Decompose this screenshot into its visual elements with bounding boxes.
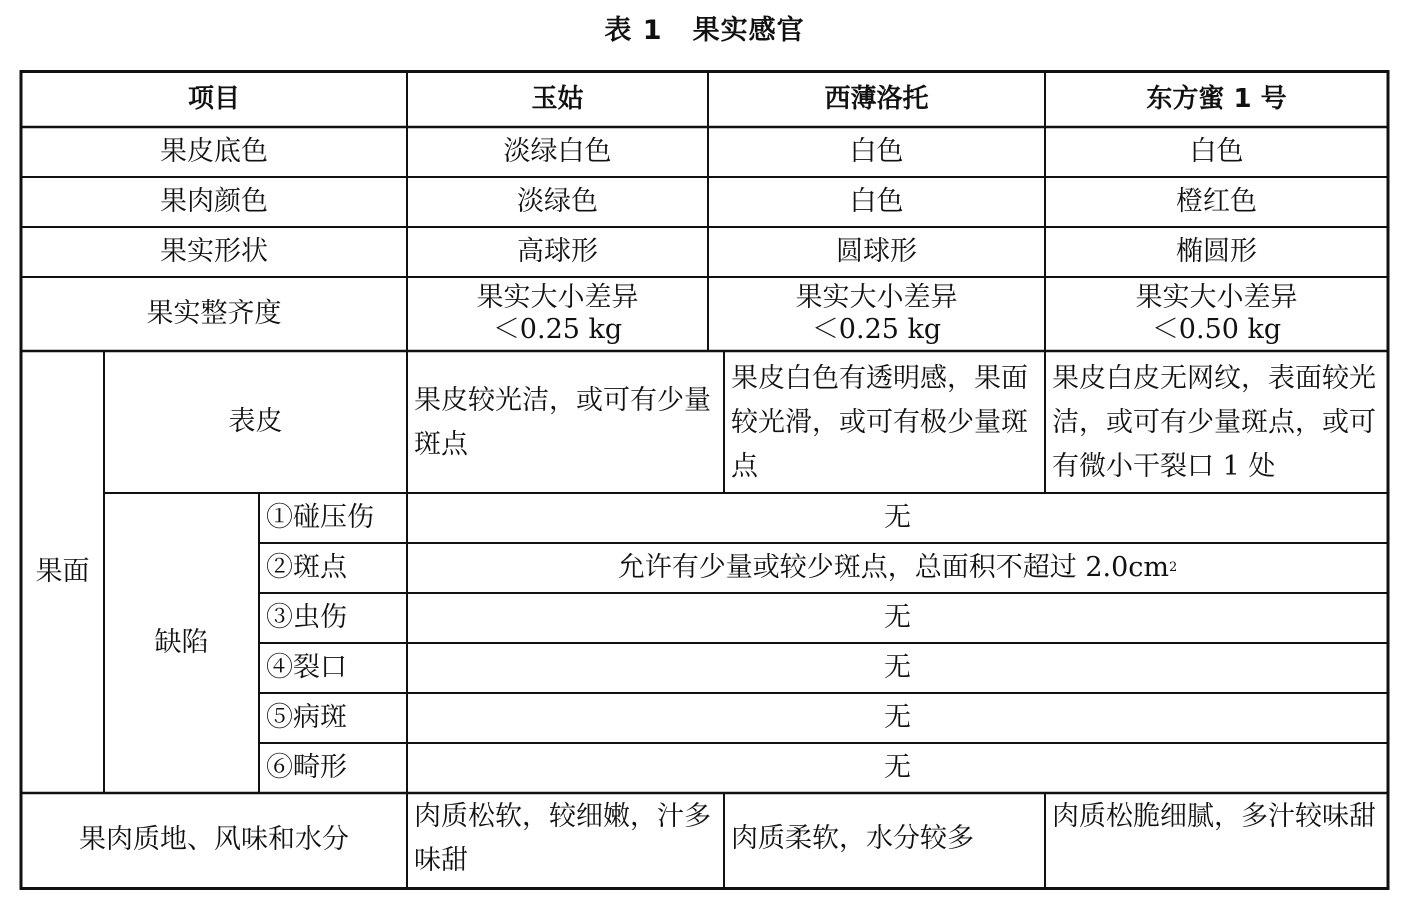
cell-uniformity-3-line1: 果实大小差异 (1135, 282, 1298, 313)
row-label-uniformity: 果实整齐度 (146, 297, 282, 329)
defect-value: 无 (884, 601, 911, 633)
cell-skin-color-1: 淡绿白色 (503, 135, 612, 167)
defect-value (407, 543, 1388, 593)
group-label-surface: 果面 (35, 555, 90, 587)
table-number: 表 1 (604, 15, 663, 46)
cell-uniformity-3 (1045, 277, 1388, 351)
cell-skin-color-2: 白色 (849, 135, 904, 167)
cell-shape-3: 椭圆形 (1176, 235, 1257, 267)
header-variety-3: 东方蜜 1 号 (1146, 83, 1287, 114)
row-label-skin: 表皮 (228, 405, 283, 437)
row-label-skin-color: 果皮底色 (160, 135, 268, 167)
cell-uniformity-1-line2: ＜0.25 kg (492, 314, 623, 345)
defect-label: ④裂口 (266, 651, 347, 683)
defect-label: ⑤病斑 (266, 701, 347, 733)
cell-shape-1: 高球形 (517, 235, 598, 267)
header-item: 项目 (187, 83, 240, 114)
cell-flesh-color-2: 白色 (849, 185, 904, 217)
row-label-shape: 果实形状 (160, 235, 268, 267)
header-variety-2: 西薄洛托 (824, 83, 929, 114)
row-label-defects: 缺陷 (154, 626, 209, 658)
defect-value: 无 (884, 701, 911, 733)
superscript: 2 (1168, 560, 1178, 576)
defect-value: 无 (884, 501, 911, 533)
cell-shape-2: 圆球形 (836, 235, 917, 267)
cell-skin-color-3: 白色 (1189, 135, 1244, 167)
header-variety-1: 玉姑 (531, 83, 584, 114)
cell-skin-3: 果皮白皮无网纹，表面较光洁，或可有少量斑点，或可有微小干裂口 1 处 (1052, 363, 1376, 482)
cell-uniformity-2-line1: 果实大小差异 (795, 282, 958, 313)
cell-texture-1: 肉质松软，较细嫩，汁多味甜 (414, 801, 711, 876)
defect-value: 无 (884, 751, 911, 783)
cell-uniformity-1-line1: 果实大小差异 (476, 282, 639, 313)
row-label-texture: 果肉质地、风味和水分 (79, 824, 349, 856)
table-caption: 果实感官 (692, 15, 805, 46)
defect-label: ⑥畸形 (266, 751, 347, 783)
defect-label: ②斑点 (266, 551, 347, 583)
cell-skin-1: 果皮较光洁，或可有少量斑点 (414, 385, 711, 460)
cell-flesh-color-1: 淡绿色 (517, 185, 598, 217)
cell-texture-3: 肉质松脆细腻，多汁较味甜 (1052, 801, 1376, 832)
cell-uniformity-3-line2: ＜0.50 kg (1151, 314, 1282, 345)
defect-label: ③虫伤 (266, 601, 347, 633)
cell-uniformity-2 (708, 277, 1045, 351)
defect-value-text: 允许有少量或较少斑点，总面积不超过 2.0cm (617, 551, 1169, 583)
cell-flesh-color-3: 橙红色 (1176, 185, 1257, 217)
defect-value: 无 (884, 651, 911, 683)
table-title (0, 8, 1409, 47)
cell-texture-2: 肉质柔软，水分较多 (731, 823, 974, 854)
row-label-flesh-color: 果肉颜色 (160, 185, 268, 217)
defect-label: ①碰压伤 (266, 501, 374, 533)
cell-uniformity-1 (407, 277, 708, 351)
cell-skin-2: 果皮白色有透明感，果面较光滑，或可有极少量斑点 (731, 363, 1028, 482)
cell-uniformity-2-line2: ＜0.25 kg (811, 314, 942, 345)
